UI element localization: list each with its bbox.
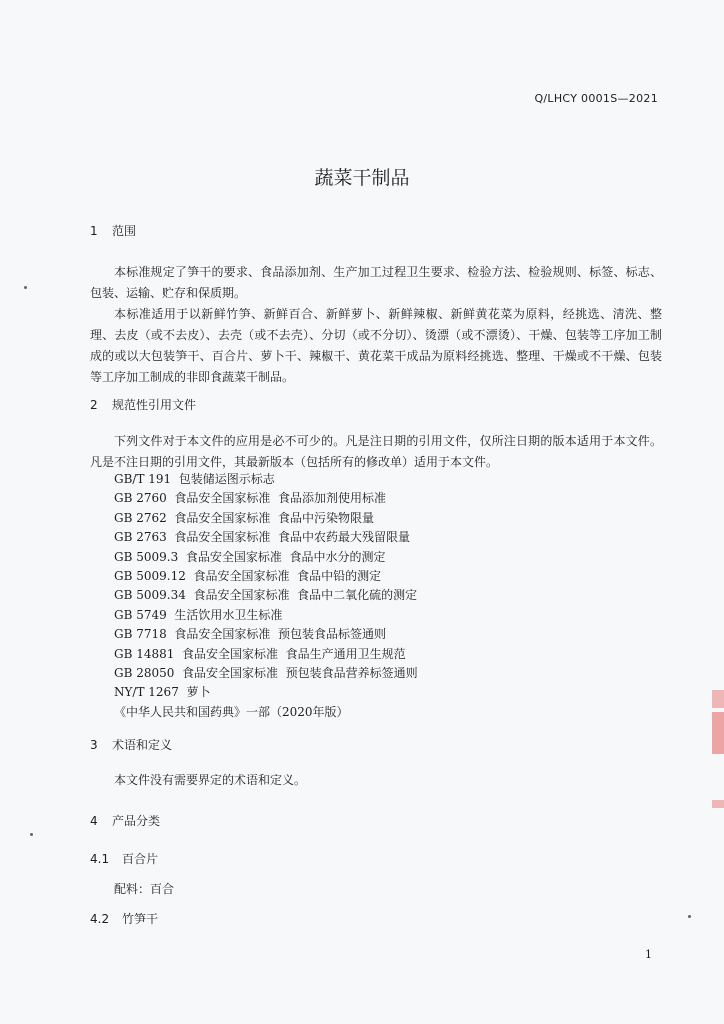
subsection-number: 4.1 bbox=[90, 852, 110, 866]
reference-item: GB 5009.12 食品安全国家标准 食品中铅的测定 bbox=[114, 569, 382, 584]
reference-item: GB 2760 食品安全国家标准 食品添加剂使用标准 bbox=[114, 491, 387, 506]
reference-item: GB/T 191 包装储运图示标志 bbox=[114, 472, 275, 486]
section-2-heading bbox=[90, 396, 196, 413]
section-number: 4 bbox=[90, 814, 98, 828]
reference-item: GB 7718 食品安全国家标准 预包装食品标签通则 bbox=[114, 627, 387, 642]
reference-item: GB 28050 食品安全国家标准 预包装食品营养标签通则 bbox=[114, 666, 418, 681]
section-title: 规范性引用文件 bbox=[112, 398, 197, 412]
stamp-mark bbox=[712, 690, 724, 708]
section-number: 1 bbox=[90, 224, 98, 238]
subsection-4-2-heading bbox=[90, 910, 158, 927]
section-title: 术语和定义 bbox=[112, 738, 173, 752]
scan-speck bbox=[688, 915, 691, 918]
scan-speck bbox=[30, 833, 33, 836]
stamp-mark bbox=[712, 712, 724, 754]
scan-speck bbox=[24, 286, 27, 289]
document-number: Q/LHCY 0001S—2021 bbox=[534, 92, 658, 105]
reference-item: GB 2763 食品安全国家标准 食品中农药最大残留限量 bbox=[114, 530, 411, 545]
reference-item: GB 5009.3 食品安全国家标准 食品中水分的测定 bbox=[114, 549, 386, 564]
subsection-4-1-ingredient: 配料：百合 bbox=[114, 882, 175, 896]
section-1-paragraph-1: 本标准规定了笋干的要求、食品添加剂、生产加工过程卫生要求、检验方法、检验规则、标签、标志、包装、运输、贮存和保质期。 bbox=[90, 265, 662, 300]
reference-item: 《中华人民共和国药典》一部（2020年版） bbox=[114, 704, 349, 719]
section-title: 产品分类 bbox=[112, 814, 161, 828]
reference-list bbox=[114, 470, 418, 722]
subsection-number: 4.2 bbox=[90, 912, 110, 926]
section-3-paragraph-1: 本文件没有需要界定的术语和定义。 bbox=[114, 773, 307, 787]
subsection-title: 百合片 bbox=[122, 852, 159, 866]
section-number: 2 bbox=[90, 398, 98, 412]
section-title: 范围 bbox=[112, 224, 137, 238]
subsection-title: 竹笋干 bbox=[122, 912, 159, 926]
section-1-paragraph-2: 本标准适用于以新鲜竹笋、新鲜百合、新鲜萝卜、新鲜辣椒、新鲜黄花菜为原料，经挑选、清洗、整理、去皮（或不去皮）、去壳（或不去壳）、分切（或不分切）、烫漂（或不漂烫）、干燥、包装等工序加工制成的或以大包装笋干、百合片、萝卜干、辣椒干、黄花菜干成品为原料经挑选、整理、干燥或不干燥、包装等工序加工制成的非即食蔬菜干制品。 bbox=[90, 307, 662, 384]
reference-item: GB 5749 生活饮用水卫生标准 bbox=[114, 607, 283, 622]
reference-item: GB 14881 食品安全国家标准 食品生产通用卫生规范 bbox=[114, 646, 406, 661]
section-2-paragraph-1: 下列文件对于本文件的应用是必不可少的。凡是注日期的引用文件，仅所注日期的版本适用于本文件。凡是不注日期的引用文件，其最新版本（包括所有的修改单）适用于本文件。 bbox=[90, 434, 662, 469]
stamp-mark bbox=[712, 800, 724, 808]
document-title: 蔬菜干制品 bbox=[314, 167, 410, 189]
section-4-heading bbox=[90, 812, 160, 829]
subsection-4-1-heading bbox=[90, 850, 158, 867]
reference-item: NY/T 1267 萝卜 bbox=[114, 685, 211, 700]
page-number: 1 bbox=[645, 948, 652, 961]
section-number: 3 bbox=[90, 738, 98, 752]
section-1-heading bbox=[90, 222, 136, 239]
reference-item: GB 5009.34 食品安全国家标准 食品中二氧化硫的测定 bbox=[114, 588, 418, 603]
section-3-heading bbox=[90, 736, 172, 753]
reference-item: GB 2762 食品安全国家标准 食品中污染物限量 bbox=[114, 510, 375, 525]
